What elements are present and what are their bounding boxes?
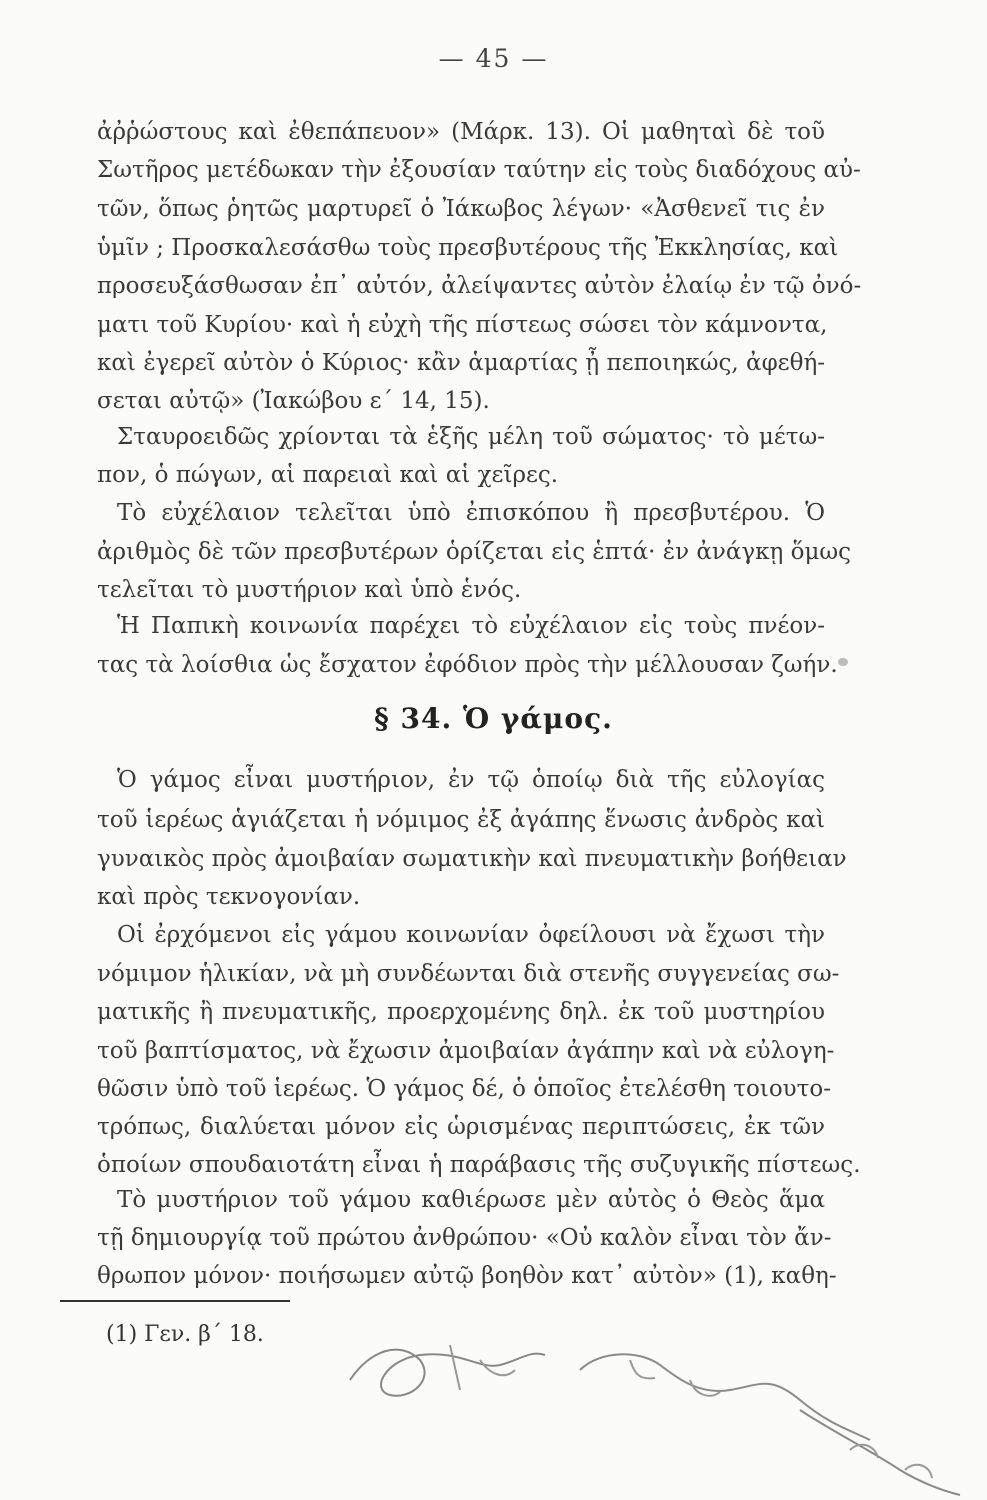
text-line: καὶ ἐγερεῖ αὐτὸν ὁ Κύριος· κἂν ἁμαρτίας ᾖ πεποιηκώς, ἀφεθή- xyxy=(97,350,825,376)
text-line: Τὸ μυστήριον τοῦ γάμου καθιέρωσε μὲν αὐτὸς ὁ Θεὸς ἅμα xyxy=(117,1187,825,1213)
text-line: νόμιμον ἡλικίαν, νὰ μὴ συνδέωνται διὰ στενῆς συγγενείας σω- xyxy=(97,961,840,987)
text-line: τῇ δημιουργίᾳ τοῦ πρώτου ἀνθρώπου· «Οὐ καλὸν εἶναι τὸν ἄν- xyxy=(97,1225,832,1251)
text-line: πον, ὁ πώγων, αἱ παρειαὶ καὶ αἱ χεῖρες. xyxy=(97,462,559,488)
text-line: θρωπον μόνον· ποιήσωμεν αὐτῷ βοηθὸν κατ᾽ αὐτὸν» (1), καθη- xyxy=(97,1263,837,1289)
text-line: σεται αὐτῷ» (Ἰακώβου ε´ 14, 15). xyxy=(97,388,490,414)
section-heading: § 34. Ὁ γάμος. xyxy=(374,702,613,735)
text-line: Σταυροειδῶς χρίονται τὰ ἑξῆς μέλη τοῦ σώματος· τὸ μέτω- xyxy=(117,424,825,450)
text-line: Ὁ γάμος εἶναι μυστήριον, ἐν τῷ ὁποίῳ διὰ τῆς εὐλογίας xyxy=(117,767,825,793)
text-line: ἀριθμὸς δὲ τῶν πρεσβυτέρων ὁρίζεται εἰς ἑπτά· ἐν ἀνάγκῃ ὅμως xyxy=(97,539,852,565)
text-line: τῶν, ὅπως ῥητῶς μαρτυρεῖ ὁ Ἰάκωβος λέγων· «Ἀσθενεῖ τις ἐν xyxy=(97,196,825,222)
page-number: — 45 — xyxy=(438,44,549,73)
text-line: ὁποίων σπουδαιοτάτη εἶναι ἡ παράβασις τῆς συζυγικῆς πίστεως. xyxy=(97,1152,861,1178)
text-line: τας τὰ λοίσθια ὡς ἔσχατον ἐφόδιον πρὸς τὴν μέλλουσαν ζωήν. xyxy=(97,652,838,678)
text-line: καὶ πρὸς τεκνογονίαν. xyxy=(97,884,361,910)
text-line: Τὸ εὐχέλαιον τελεῖται ὑπὸ ἐπισκόπου ἢ πρεσβυτέρου. Ὁ xyxy=(117,500,825,526)
text-line: προσευξάσθωσαν ἐπ᾽ αὐτόν, ἀλείψαντες αὐτὸν ἐλαίῳ ἐν τῷ ὀνό- xyxy=(97,273,862,299)
text-line: τελεῖται τὸ μυστήριον καὶ ὑπὸ ἑνός. xyxy=(97,577,522,603)
ink-spot xyxy=(838,658,848,666)
text-line: Σωτῆρος μετέδωκαν τὴν ἐξουσίαν ταύτην εἰς τοὺς διαδόχους αὐ- xyxy=(97,157,861,183)
text-line: τοῦ βαπτίσματος, νὰ ἔχωσιν ἀμοιβαίαν ἀγάπην καὶ νὰ εὐλογη- xyxy=(97,1038,835,1064)
footnote: (1) Γεν. β´ 18. xyxy=(106,1322,264,1347)
text-line: τρόπως, διαλύεται μόνον εἰς ὡρισμένας περιπτώσεις, ἐκ τῶν xyxy=(97,1114,825,1140)
text-line: Ἡ Παπικὴ κοινωνία παρέχει τὸ εὐχέλαιον εἰς τοὺς πνέον- xyxy=(117,613,825,639)
text-line: τοῦ ἱερέως ἁγιάζεται ἡ νόμιμος ἐξ ἀγάπης ἕνωσις ἀνδρὸς καὶ xyxy=(97,807,825,833)
text-line: θῶσιν ὑπὸ τοῦ ἱερέως. Ὁ γάμος δέ, ὁ ὁποῖος ἐτελέσθη τοιουτο- xyxy=(97,1076,831,1102)
text-line: γυναικὸς πρὸς ἀμοιβαίαν σωματικὴν καὶ πνευματικὴν βοήθειαν xyxy=(97,846,847,872)
text-line: Οἱ ἐρχόμενοι εἰς γάμου κοινωνίαν ὀφείλουσι νὰ ἔχωσι τὴν xyxy=(117,922,825,948)
text-line: ματικῆς ἢ πνευματικῆς, προερχομένης δηλ. ἐκ τοῦ μυστηρίου xyxy=(97,999,825,1025)
text-line: ὑμῖν ; Προσκαλεσάσθω τοὺς πρεσβυτέρους τῆς Ἐκκλησίας, καὶ xyxy=(97,235,839,261)
handwritten-signature xyxy=(330,1320,970,1500)
text-line: ἀῤῥώστους καὶ ἐθεπάπευον» (Μάρκ. 13). Οἱ μαθηταὶ δὲ τοῦ xyxy=(97,119,825,145)
text-line: ματι τοῦ Κυρίου· καὶ ἡ εὐχὴ τῆς πίστεως σώσει τὸν κάμνοντα, xyxy=(97,312,828,338)
footnote-divider xyxy=(60,1300,290,1302)
